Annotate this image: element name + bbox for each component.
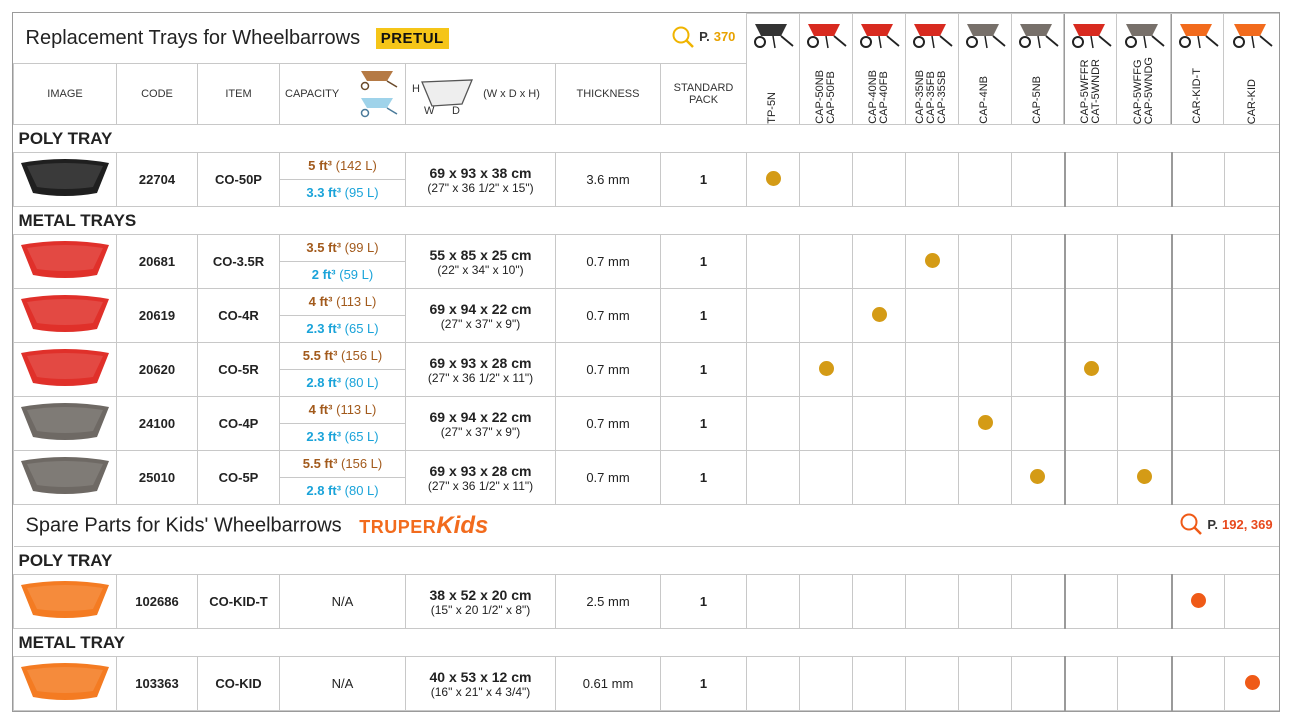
compatible-dot [1137,469,1152,484]
wheelbarrow-icon [1122,18,1166,50]
fit-cell [1012,153,1065,207]
fit-cell [959,451,1012,505]
thickness-cell [556,153,661,207]
cell-value: 69 x 93 x 28 cm [429,354,532,371]
cell-value: 1 [699,362,708,377]
tray-image [17,237,113,283]
dimension-cell [406,153,556,207]
fit-cell [1118,153,1172,207]
thickness-cell [556,397,661,451]
cell-value: 1 [699,416,708,431]
item-cell [198,451,280,505]
cell-value: CO-3.5R [212,254,265,269]
cell-value: 0.7 mm [586,308,630,323]
fit-cell [906,451,959,505]
fit-cell [1118,397,1172,451]
cell-value: (80 L) [344,483,379,498]
capacity-cell [280,153,406,207]
tray-image [17,155,113,201]
cell-value: 1 [699,470,708,485]
dimension-cell [406,235,556,289]
cell-value: 20619 [138,308,176,323]
fit-cell [747,289,800,343]
item-cell [198,235,280,289]
wheelbarrow-icon [910,18,954,50]
pack-cell [661,451,747,505]
fit-cell [853,657,906,711]
cell-value: N/A [331,594,354,609]
fit-cell [853,397,906,451]
cell-value: 0.7 mm [586,470,630,485]
fit-cell [1065,289,1118,343]
cell-value: CO-KID-T [209,594,268,609]
section-kid-metal-tray: METAL TRAY [14,629,1281,657]
cell-value: 40 x 53 x 12 cm [429,668,532,685]
cell-value: (15" x 20 1/2" x 8") [430,602,531,617]
model-label: CAP-5NB [1031,76,1043,124]
tray-image [17,453,113,499]
fit-cell [1012,235,1065,289]
cell-value: 3.6 mm [586,172,630,187]
model-column-header [959,14,1012,124]
fit-cell [1065,657,1118,711]
image-cell [14,451,117,505]
fit-cell [747,575,800,629]
tray-image [17,659,113,705]
fit-cell [1172,575,1225,629]
fit-cell [1012,657,1065,711]
fit-cell [853,235,906,289]
fit-cell [1012,289,1065,343]
capacity-cell [280,657,406,711]
dimension-cell [406,289,556,343]
model-label: CAR-KID-T [1191,68,1204,124]
cell-value: 3.5 ft³ [306,240,342,255]
col-item: ITEM [198,64,280,125]
fit-cell [1065,451,1118,505]
cell-value: (27" x 36 1/2" x 11") [427,478,534,493]
kids-title: Spare Parts for Kids' Wheelbarrows [25,514,342,536]
pack-cell [661,235,747,289]
fit-cell [1118,343,1172,397]
model-label: CAP-5WFFR CAT-5WNDR [1078,59,1102,124]
cell-value: 5.5 ft³ [302,348,338,363]
model-label: CAP-5WFFG CAP-5WNDG [1131,56,1155,124]
image-cell [14,397,117,451]
pack-cell [661,397,747,451]
compatible-dot [1245,675,1260,690]
cell-value: (156 L) [341,456,383,471]
fit-cell [853,289,906,343]
cell-value: 0.7 mm [586,362,630,377]
tray-table [13,13,1280,711]
fit-cell [1172,235,1225,289]
fit-cell [800,657,853,711]
wheelbarrow-brown-icon [355,67,399,91]
fit-cell [800,235,853,289]
code-cell [117,235,198,289]
fit-cell [747,451,800,505]
compatible-dot [1191,593,1206,608]
image-cell [14,289,117,343]
code-cell [117,451,198,505]
fit-cell [1065,575,1118,629]
section-poly-tray: POLY TRAY [14,125,1281,153]
fit-cell [959,235,1012,289]
compatible-dot [819,361,834,376]
tray-image [17,577,113,623]
cell-value: 69 x 93 x 28 cm [429,462,532,479]
thickness-cell [556,343,661,397]
wheelbarrow-icon [1230,18,1274,50]
model-label: CAP-50NB CAP-50FB [813,70,837,124]
col-image: IMAGE [14,64,117,125]
model-label: CAP-4NB [978,76,991,124]
cell-value: 2.8 ft³ [306,375,342,390]
table-row [14,657,1281,711]
fit-cell [853,575,906,629]
fit-cell [959,343,1012,397]
fit-cell [1172,289,1225,343]
fit-cell [906,575,959,629]
fit-cell [853,153,906,207]
capacity-cell [280,235,406,289]
title-bar [14,14,661,64]
cell-value: 5 ft³ [308,158,332,173]
cell-value: 20620 [138,362,176,377]
cell-value: CO-5P [218,470,259,485]
col-dimensions: H W D (W x D x H) [406,64,556,125]
fit-cell [906,657,959,711]
capacity-cell [280,397,406,451]
code-cell [117,397,198,451]
fit-cell [747,397,800,451]
page-ref[interactable]: P. 370 [671,25,735,49]
table-row [14,397,1281,451]
tray-image [17,291,113,337]
cell-value: 22704 [138,172,176,187]
cell-value: 2.3 ft³ [306,429,342,444]
fit-cell [1118,575,1172,629]
code-cell [117,575,198,629]
fit-cell [1172,451,1225,505]
fit-cell [1012,397,1065,451]
fit-cell [853,451,906,505]
image-cell [14,153,117,207]
thickness-cell [556,289,661,343]
fit-cell [800,451,853,505]
cell-value: 0.7 mm [586,254,630,269]
fit-cell [959,657,1012,711]
pack-cell [661,289,747,343]
fit-cell [1172,657,1225,711]
fit-cell [959,153,1012,207]
table-row [14,343,1281,397]
pretul-logo: PRETUL [376,28,449,49]
cell-value: 1 [699,676,708,691]
thickness-cell [556,451,661,505]
fit-cell [906,397,959,451]
truper-kids-logo: TRUPERKids [359,511,489,539]
fit-cell [747,235,800,289]
model-label: CAR-KID [1245,78,1258,124]
cell-value: CO-4R [218,308,259,323]
cell-value: 5.5 ft³ [302,456,338,471]
fit-cell [1172,343,1225,397]
model-label: TP-5N [766,92,779,124]
cell-value: 3.3 ft³ [306,185,342,200]
model-label: CAP-40NB CAP-40FB [866,70,890,124]
cell-value: (99 L) [344,240,379,255]
svg-text:W: W [424,105,435,117]
table-row [14,289,1281,343]
image-cell [14,343,117,397]
fit-cell [800,343,853,397]
section-metal-trays: METAL TRAYS [14,207,1281,235]
cell-value: (113 L) [336,402,377,417]
cell-value: 0.61 mm [582,676,634,691]
thickness-cell [556,235,661,289]
code-cell [117,657,198,711]
cell-value: 20681 [138,254,176,269]
compatible-dot [1084,361,1099,376]
fit-cell [1118,289,1172,343]
dimension-cell [406,343,556,397]
fit-cell [1012,451,1065,505]
compatible-dot [766,171,781,186]
cell-value: 103363 [135,676,179,691]
fit-cell [906,289,959,343]
wheelbarrow-icon [1069,18,1113,50]
cell-value: (16" x 21" x 4 3/4") [430,684,531,699]
cell-value: 102686 [135,594,179,609]
item-cell [198,397,280,451]
col-pack: STANDARD PACK [661,64,747,125]
cell-value: (156 L) [341,348,383,363]
cell-value: 38 x 52 x 20 cm [429,586,532,603]
cell-value: 69 x 94 x 22 cm [429,300,532,317]
image-cell [14,657,117,711]
wheelbarrow-icon [963,18,1007,50]
cell-value: (80 L) [344,375,379,390]
item-cell [198,289,280,343]
cell-value: 24100 [138,416,176,431]
cell-value: (27" x 37" x 9") [440,316,521,331]
cell-value: 4 ft³ [308,294,333,309]
compatible-dot [872,307,887,322]
capacity-cell [280,575,406,629]
pack-cell [661,657,747,711]
pack-cell [661,343,747,397]
cell-value: CO-50P [215,172,262,187]
model-column-header [747,14,800,124]
table-row [14,575,1281,629]
cell-value: 1 [699,594,708,609]
item-cell [198,575,280,629]
model-column-header [1012,14,1065,124]
fit-cell [747,343,800,397]
fit-cell [1065,397,1118,451]
table-row [14,153,1281,207]
capacity-cell [280,289,406,343]
cell-value: CO-4P [218,416,259,431]
cell-value: 4 ft³ [308,402,333,417]
model-column-header [853,14,906,124]
cell-value: 69 x 94 x 22 cm [429,408,532,425]
compatible-dot [978,415,993,430]
cell-value: 2 ft³ [311,267,336,282]
kids-page-ref[interactable]: P. 192, 369 [1179,512,1272,536]
fit-cell [1225,397,1280,451]
item-cell [198,343,280,397]
fit-cell [1225,451,1280,505]
pack-cell [661,575,747,629]
fit-cell [1225,235,1280,289]
cell-value: 69 x 93 x 38 cm [429,164,532,181]
thickness-cell [556,657,661,711]
cell-value: (27" x 37" x 9") [440,424,521,439]
cell-value: 1 [699,308,708,323]
dimension-cell [406,397,556,451]
ref-cell [661,14,747,64]
fit-cell [1225,343,1280,397]
fit-cell [959,397,1012,451]
fit-cell [1225,657,1280,711]
wheelbarrow-icon [1016,18,1060,50]
cell-value: (95 L) [344,185,379,200]
kids-ref-cell [1172,505,1280,547]
capacity-cell [280,451,406,505]
cell-value: CO-KID [215,676,262,691]
cell-value: (113 L) [336,294,377,309]
image-cell [14,235,117,289]
magnifier-icon [1179,512,1203,536]
cell-value: N/A [331,676,354,691]
fit-cell [1065,235,1118,289]
fit-cell [1118,657,1172,711]
col-capacity: CAPACITY [280,64,406,125]
cell-value: CO-5R [218,362,259,377]
image-cell [14,575,117,629]
svg-text:H: H [412,83,420,96]
col-code: CODE [117,64,198,125]
fit-cell [906,235,959,289]
cell-value: (27" x 36 1/2" x 11") [427,370,534,385]
model-column-header [1171,14,1224,124]
fit-cell [1172,397,1225,451]
cell-value: 1 [699,172,708,187]
table-row [14,451,1281,505]
fit-cell [1118,235,1172,289]
fit-cell [959,575,1012,629]
model-column-header [800,14,853,124]
wheelbarrow-icon [804,18,848,50]
tray-dimension-icon [410,72,480,116]
col-thickness: THICKNESS [556,64,661,125]
fit-cell [1225,575,1280,629]
magnifier-icon [671,25,695,49]
cell-value: 55 x 85 x 25 cm [429,246,532,263]
page-title: Replacement Trays for Wheelbarrows [25,26,361,49]
wheelbarrow-icon [751,18,795,50]
fit-cell [906,343,959,397]
fit-cell [747,657,800,711]
model-column-header [1117,14,1171,124]
fit-cell [1012,575,1065,629]
cell-value: (27" x 36 1/2" x 15") [427,180,534,195]
fit-cell [800,397,853,451]
cell-value: (65 L) [344,321,379,336]
model-column-header [906,14,959,124]
pack-cell [661,153,747,207]
fit-cell [1065,343,1118,397]
cell-value: (59 L) [339,267,374,282]
wheelbarrow-blue-icon [355,94,399,118]
compatible-dot [925,253,940,268]
code-cell [117,153,198,207]
fit-cell [1065,153,1118,207]
cell-value: (65 L) [344,429,379,444]
wheelbarrow-icon [1176,18,1220,50]
fit-cell [747,153,800,207]
fit-cell [1225,289,1280,343]
wheelbarrow-icon [857,18,901,50]
thickness-cell [556,575,661,629]
model-column-header [1224,14,1280,124]
fit-cell [853,343,906,397]
fit-cell [800,575,853,629]
catalog-sheet [12,12,1280,712]
cell-value: 2.8 ft³ [306,483,342,498]
code-cell [117,343,198,397]
model-header-block [747,14,1280,125]
section-kid-poly-tray: POLY TRAY [14,547,1281,575]
cell-value: 2.3 ft³ [306,321,342,336]
fit-cell [906,153,959,207]
fit-cell [800,153,853,207]
compatible-dot [1030,469,1045,484]
cell-value: (142 L) [335,158,377,173]
model-column-header [1064,14,1117,124]
dimension-cell [406,451,556,505]
fit-cell [800,289,853,343]
cell-value: 1 [699,254,708,269]
fit-cell [1012,343,1065,397]
code-cell [117,289,198,343]
tray-image [17,399,113,445]
fit-cell [1118,451,1172,505]
cell-value: 25010 [138,470,176,485]
model-label: CAP-35NB CAP-35FB CAP-35SB [914,70,949,124]
cell-value: (22" x 34" x 10") [437,262,524,277]
kids-title-bar [14,505,1172,547]
cell-value: 2.5 mm [586,594,630,609]
fit-cell [1172,153,1225,207]
dimension-cell [406,657,556,711]
item-cell [198,657,280,711]
capacity-cell [280,343,406,397]
dimension-cell [406,575,556,629]
item-cell [198,153,280,207]
fit-cell [1225,153,1280,207]
cell-value: 0.7 mm [586,416,630,431]
table-row [14,235,1281,289]
svg-text:D: D [452,105,460,117]
fit-cell [959,289,1012,343]
tray-image [17,345,113,391]
